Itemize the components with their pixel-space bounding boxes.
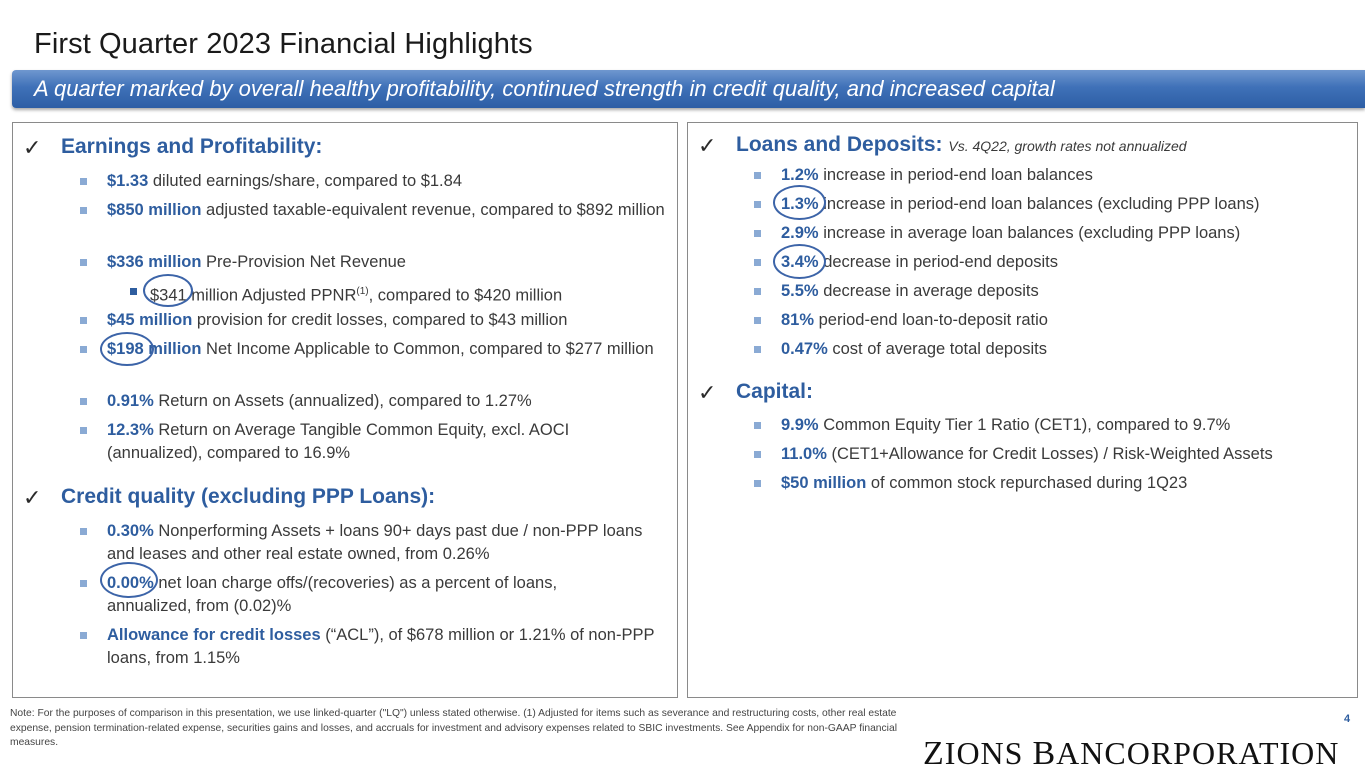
list-item: 81% period-end loan-to-deposit ratio	[781, 309, 1341, 332]
list-item: 9.9% Common Equity Tier 1 Ratio (CET1), compared to 9.7%	[781, 414, 1346, 437]
highlight-circle	[773, 185, 826, 220]
check-icon: ✓	[698, 133, 717, 158]
footnote: Note: For the purposes of comparison in this presentation, we use linked-quarter ("LQ") unless stated otherwise. (1) Adjusted for items such as severance and restructuring costs, other real estate expense, pension termination-related expense, securities gains and losses, and accruals for investment and advisory expenses related to SBIC investments. See Appendix for non-GAAP financial measures.	[10, 708, 897, 748]
highlight-circle	[100, 562, 158, 598]
subtitle-banner	[12, 70, 1365, 108]
square-bullet-icon	[80, 317, 87, 324]
section-heading: Capital:	[736, 380, 814, 403]
square-bullet-icon	[80, 427, 87, 434]
list-item: 1.2% increase in period-end loan balances	[781, 164, 1341, 187]
check-icon: ✓	[23, 135, 42, 160]
check-icon: ✓	[23, 485, 42, 510]
square-bullet-icon	[754, 317, 761, 324]
list-item: 0.30% Nonperforming Assets + loans 90+ days past due / non-PPP loans and leases and other real estate owned, from 0.26%	[107, 520, 662, 566]
slide-title: First Quarter 2023 Financial Highlights	[34, 28, 533, 60]
list-item: 2.9% increase in average loan balances (excluding PPP loans)	[781, 222, 1341, 245]
check-icon: ✓	[698, 380, 717, 405]
list-item: $850 million adjusted taxable-equivalent revenue, compared to $892 million	[107, 199, 672, 222]
banner-text: A quarter marked by overall healthy profitability, continued strength in credit quality, and increased capital	[34, 76, 1055, 101]
square-bullet-icon	[80, 207, 87, 214]
section-capital	[698, 380, 814, 405]
square-bullet-icon	[754, 201, 761, 208]
square-bullet-icon	[754, 230, 761, 237]
square-bullet-icon	[80, 398, 87, 405]
square-bullet-icon	[80, 259, 87, 266]
square-bullet-icon	[80, 346, 87, 353]
list-item: 1.3% increase in period-end loan balances (excluding PPP loans)	[781, 193, 1341, 216]
square-bullet-icon	[754, 172, 761, 179]
highlight-circle	[143, 274, 193, 307]
square-bullet-icon	[754, 346, 761, 353]
list-item: $198 million Net Income Applicable to Common, compared to $277 million	[107, 338, 667, 361]
list-item: 0.00% net loan charge offs/(recoveries) as a percent of loans, annualized, from (0.02)%	[107, 572, 622, 618]
company-logo: ZIONS BANCORPORATION	[923, 735, 1340, 768]
page-number: 4	[1344, 713, 1351, 725]
list-item: 11.0% (CET1+Allowance for Credit Losses) / Risk-Weighted Assets	[781, 443, 1346, 466]
square-bullet-icon	[80, 178, 87, 185]
section-heading: Earnings and Profitability:	[61, 135, 323, 158]
section-credit	[23, 485, 436, 510]
square-bullet-icon	[754, 451, 761, 458]
list-item: $1.33 diluted earnings/share, compared to $1.84	[107, 170, 667, 193]
highlight-circle	[100, 332, 154, 366]
section-heading: Loans and Deposits:	[736, 133, 943, 156]
list-item: $341 million Adjusted PPNR$^{(1)}$, compared to $420 million	[150, 280, 670, 308]
square-bullet-icon	[754, 259, 761, 266]
square-bullet-icon	[754, 288, 761, 295]
section-loans-deposits	[698, 133, 1187, 158]
square-bullet-icon	[754, 480, 761, 487]
square-bullet-icon	[80, 580, 87, 587]
highlight-circle	[773, 244, 826, 279]
left-panel	[12, 122, 678, 698]
square-bullet-icon	[130, 288, 137, 295]
section-heading: Credit quality (excluding PPP Loans):	[61, 485, 436, 508]
list-item: $45 million provision for credit losses, compared to $43 million	[107, 309, 667, 332]
section-note: Vs. 4Q22, growth rates not annualized	[948, 138, 1187, 154]
list-item: 5.5% decrease in average deposits	[781, 280, 1341, 303]
list-item: 12.3% Return on Average Tangible Common Equity, excl. AOCI (annualized), compared to 16.9%	[107, 419, 627, 465]
list-item: 0.91% Return on Assets (annualized), compared to 1.27%	[107, 390, 667, 413]
square-bullet-icon	[80, 632, 87, 639]
list-item: $50 million of common stock repurchased during 1Q23	[781, 472, 1346, 495]
list-item: Allowance for credit losses (“ACL”), of $678 million or 1.21% of non-PPP loans, from 1.15%	[107, 624, 667, 670]
square-bullet-icon	[754, 422, 761, 429]
list-item: $336 million Pre-Provision Net Revenue	[107, 251, 667, 274]
list-item: 0.47% cost of average total deposits	[781, 338, 1341, 361]
section-earnings	[23, 135, 323, 160]
list-item: 3.4% decrease in period-end deposits	[781, 251, 1341, 274]
square-bullet-icon	[80, 528, 87, 535]
